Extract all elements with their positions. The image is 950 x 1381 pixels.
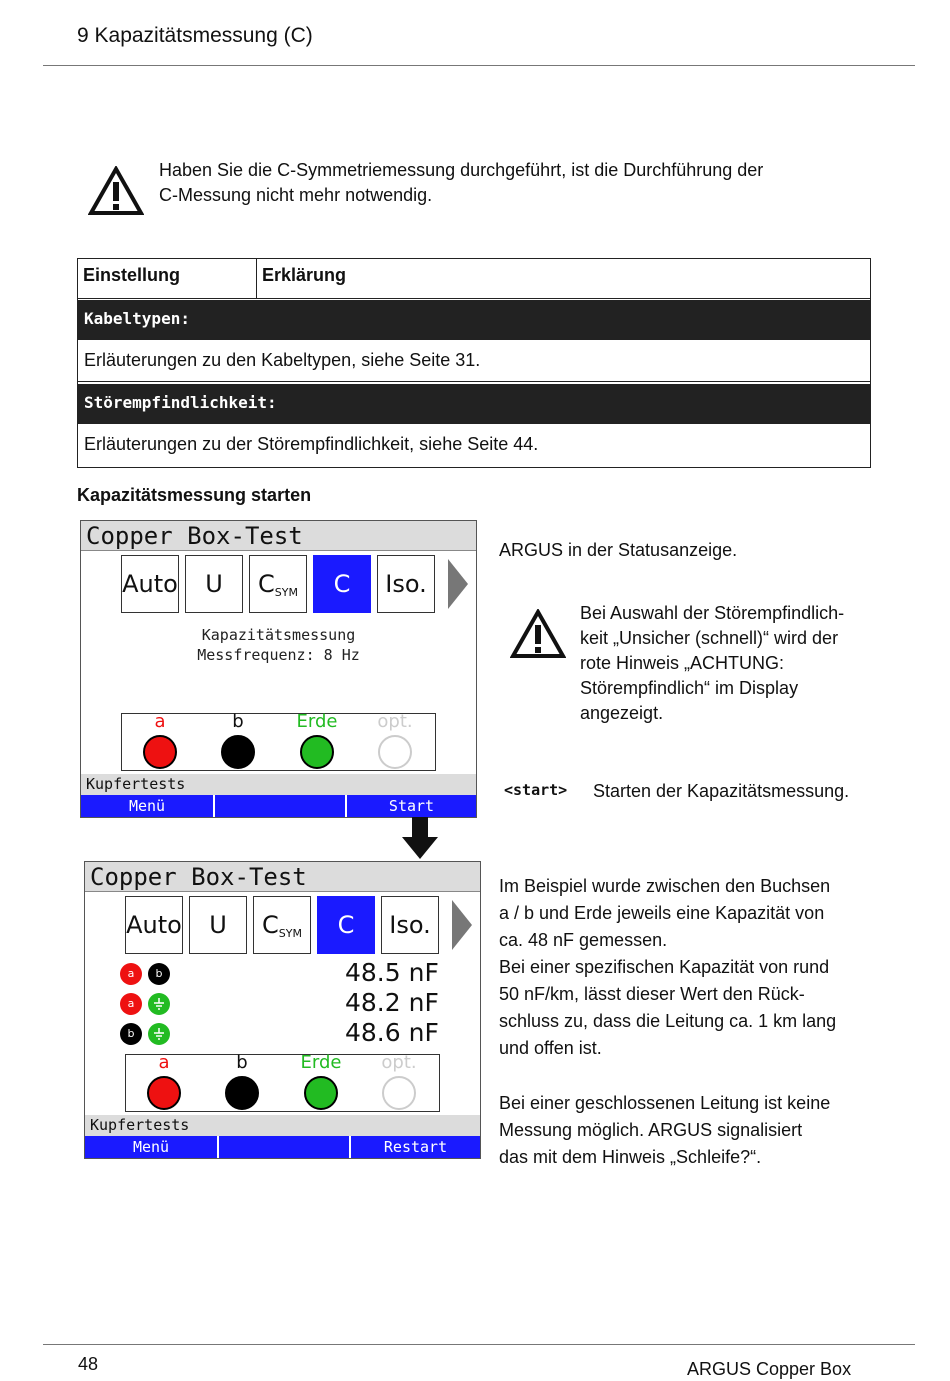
softkey-bar (81, 795, 476, 817)
softkey-restart[interactable]: Restart (383, 1138, 448, 1156)
setting-name: Störempfindlichkeit: (84, 393, 277, 412)
measurement-name: Kapazitätsmessung (201, 626, 356, 644)
table-row-setting-name (78, 300, 870, 340)
status-label: Kupfertests (81, 774, 476, 795)
softkey-start[interactable]: Start (388, 797, 435, 815)
next-tab-arrow-icon[interactable] (452, 900, 472, 950)
notice-line: Störempfindlich“ im Display (580, 678, 799, 698)
jack-b-icon: b (148, 963, 170, 985)
table-row-explanation (78, 426, 870, 467)
tab-label: U (209, 911, 227, 939)
measurement-frequency: Messfrequenz: 8 Hz (197, 646, 360, 664)
start-key-label: <start> (504, 781, 568, 799)
screen-title: Copper Box-Test (81, 521, 476, 551)
chapter-title: 9 Kapazitätsmessung (C) (77, 24, 313, 47)
measurement-value: 48.5 nF (345, 958, 439, 987)
tab-label: Iso. (385, 570, 427, 598)
notice-line: Haben Sie die C-Symmetriemessung durchgeführt, ist die Durchführung der (159, 160, 764, 180)
tab-label: U (205, 570, 223, 598)
settings-table (77, 258, 871, 468)
tab-label: Auto (126, 911, 182, 939)
tab-iso[interactable] (381, 896, 439, 954)
warning-triangle-icon (88, 166, 144, 216)
jack-opt-icon (382, 1076, 416, 1110)
jack-a-icon (143, 735, 177, 769)
jack-a-icon: a (120, 993, 142, 1015)
setting-name: Kabeltypen: (84, 309, 190, 328)
tab-auto[interactable] (125, 896, 183, 954)
jack-earth-icon (300, 735, 334, 769)
tab-u[interactable] (189, 896, 247, 954)
result-description (499, 873, 836, 1062)
tab-label: C (337, 911, 355, 939)
jack-label-a: a (154, 711, 166, 732)
tab-iso[interactable] (377, 555, 435, 613)
table-row-explanation (78, 342, 870, 382)
tab-u[interactable] (185, 555, 243, 613)
table-header-row (78, 259, 870, 299)
warning-triangle-icon (510, 609, 566, 659)
jack-label-opt: opt. (381, 1052, 417, 1073)
jack-label-b: b (236, 1052, 248, 1073)
page-number: 48 (78, 1354, 99, 1374)
tab-c-sym[interactable] (249, 555, 307, 613)
tab-label: C (262, 911, 279, 939)
tab-label: C (258, 570, 275, 598)
tab-subscript: SYM (274, 586, 298, 599)
jack-b-icon: b (120, 1023, 142, 1045)
earth-symbol-icon (152, 1027, 166, 1041)
text-line: Bei einer geschlossenen Leitung ist keine (499, 1093, 831, 1113)
section-heading: Kapazitätsmessung starten (77, 485, 312, 505)
text-line: Im Beispiel wurde zwischen den Buchsen (499, 876, 831, 896)
tab-c[interactable] (313, 555, 371, 613)
jack-a-icon: a (120, 963, 142, 985)
softkey-empty[interactable] (219, 1136, 349, 1158)
text-line: und offen ist. (499, 1038, 602, 1058)
tab-label: Auto (122, 570, 178, 598)
tab-auto[interactable] (121, 555, 179, 613)
jack-panel (125, 1054, 440, 1112)
notice-line: angezeigt. (580, 703, 664, 723)
screen-title: Copper Box-Test (85, 862, 480, 892)
jack-earth-icon (304, 1076, 338, 1110)
column-header-explanation: Erklärung (262, 265, 347, 285)
down-arrow-icon (412, 817, 428, 839)
device-screen-start (80, 520, 477, 818)
jack-label-opt: opt. (377, 711, 413, 732)
tab-label: C (333, 570, 351, 598)
closed-line-description (499, 1090, 830, 1171)
setting-explanation: Erläuterungen zu der Störempfindlichkeit, siehe Seite 44. (84, 434, 539, 454)
notice-line: Bei Auswahl der Störempfindlich- (580, 603, 845, 623)
jack-opt-icon (378, 735, 412, 769)
earth-symbol-icon (152, 997, 166, 1011)
tab-c-sym[interactable] (253, 896, 311, 954)
device-screen-result (84, 861, 481, 1159)
status-label: Kupfertests (85, 1115, 480, 1136)
text-line: Bei einer spezifischen Kapazität von rund (499, 957, 830, 977)
column-divider (256, 259, 257, 299)
softkey-menu[interactable]: Menü (132, 1138, 170, 1156)
column-header-setting: Einstellung (83, 265, 181, 285)
softkey-bar (85, 1136, 480, 1158)
setting-explanation: Erläuterungen zu den Kabeltypen, siehe Seite 31. (84, 350, 481, 370)
jack-label-earth: Erde (300, 1052, 342, 1073)
text-line: schluss zu, dass die Leitung ca. 1 km lang (499, 1011, 837, 1031)
notice-line: keit „Unsicher (schnell)“ wird der (580, 628, 839, 648)
down-arrow-head (402, 837, 438, 859)
sensitivity-notice (580, 601, 844, 726)
footer-rule (43, 1344, 915, 1345)
notice-line: rote Hinweis „ACHTUNG: (580, 653, 785, 673)
notice-line: C-Messung nicht mehr notwendig. (159, 185, 433, 205)
measurement-value: 48.6 nF (345, 1018, 439, 1047)
product-name: ARGUS Copper Box (687, 1359, 852, 1379)
jack-label-b: b (232, 711, 244, 732)
text-line: a / b und Erde jeweils eine Kapazität von (499, 903, 825, 923)
softkey-menu[interactable]: Menü (128, 797, 166, 815)
jack-panel (121, 713, 436, 771)
tab-c[interactable] (317, 896, 375, 954)
tab-label: Iso. (389, 911, 431, 939)
jack-b-icon (225, 1076, 259, 1110)
notice-text (159, 158, 763, 208)
jack-label-a: a (158, 1052, 170, 1073)
next-tab-arrow-icon[interactable] (448, 559, 468, 609)
text-line: Messung möglich. ARGUS signalisiert (499, 1120, 803, 1140)
tab-subscript: SYM (278, 927, 302, 940)
status-description: ARGUS in der Statusanzeige. (499, 540, 738, 560)
text-line: das mit dem Hinweis „Schleife?“. (499, 1147, 762, 1167)
jack-a-icon (147, 1076, 181, 1110)
text-line: ca. 48 nF gemessen. (499, 930, 668, 950)
text-line: 50 nF/km, lässt dieser Wert den Rück- (499, 984, 805, 1004)
table-row-setting-name (78, 384, 870, 424)
header-rule (43, 65, 915, 66)
measurement-value: 48.2 nF (345, 988, 439, 1017)
jack-label-earth: Erde (296, 711, 338, 732)
jack-b-icon (221, 735, 255, 769)
softkey-empty[interactable] (215, 795, 345, 817)
start-description: Starten der Kapazitätsmessung. (593, 781, 850, 801)
